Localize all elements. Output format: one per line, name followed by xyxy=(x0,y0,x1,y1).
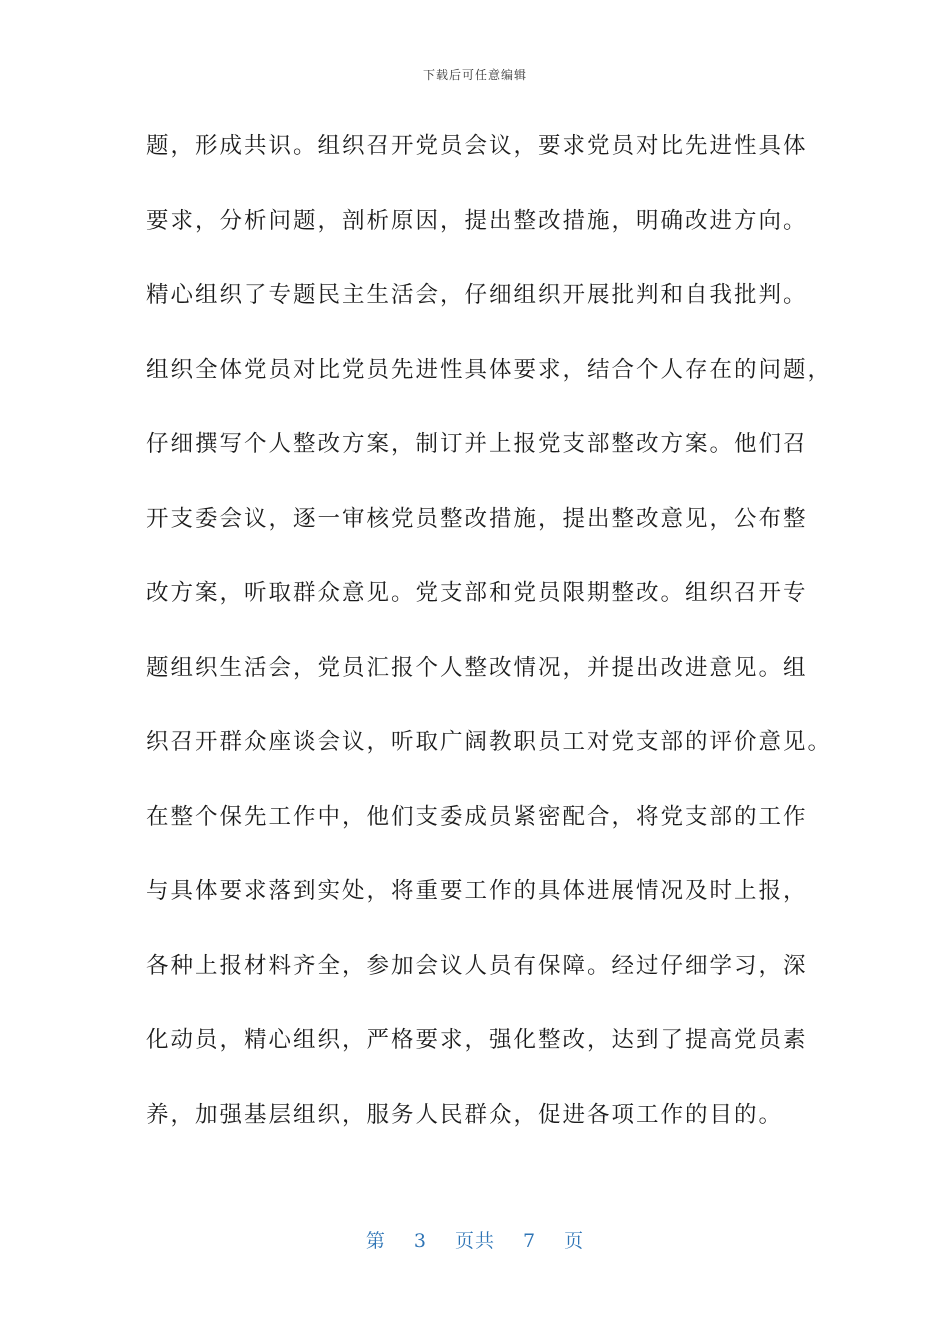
text-line: 要求，分析问题，剖析原因，提出整改措施，明确改进方向。 xyxy=(146,207,808,234)
text-line: 织召开群众座谈会议，听取广阔教职员工对党支部的评价意见。 xyxy=(146,729,833,755)
page-number-footer xyxy=(0,1226,950,1253)
text-line: 精心组织了专题民主生活会，仔细组织开展批判和自我批判。 xyxy=(146,282,808,308)
text-line: 改方案，听取群众意见。党支部和党员限期整改。组织召开专 xyxy=(146,580,808,606)
text-line: 仔细撰写个人整改方案，制订并上报党支部整改方案。他们召 xyxy=(146,431,808,457)
text-line: 开支委会议，逐一审核党员整改措施，提出整改意见，公布整 xyxy=(146,505,808,532)
page-footer-middle: 页共 xyxy=(454,1230,495,1252)
text-line: 组织全体党员对比党员先进性具体要求，结合个人存在的问题， xyxy=(146,356,833,383)
page-footer-suffix: 页 xyxy=(564,1230,585,1252)
text-line: 与具体要求落到实处，将重要工作的具体进展情况及时上报， xyxy=(146,878,808,904)
document-body xyxy=(146,124,833,1167)
text-line: 题，形成共识。组织召开党员会议，要求党员对比先进性具体 xyxy=(146,133,808,159)
text-line: 各种上报材料齐全，参加会议人员有保障。经过仔细学习，深 xyxy=(146,952,808,979)
text-line: 在整个保先工作中，他们支委成员紧密配合，将党支部的工作 xyxy=(146,803,808,830)
page-footer-prefix: 第 xyxy=(365,1230,386,1252)
text-line: 养，加强基层组织，服务人民群众，促进各项工作的目的。 xyxy=(146,1101,784,1128)
total-pages-number: 7 xyxy=(523,1230,537,1252)
current-page-number: 3 xyxy=(413,1230,427,1252)
page-header: 下载后可任意编辑 xyxy=(422,68,527,82)
text-line: 题组织生活会，党员汇报个人整改情况，并提出改进意见。组 xyxy=(146,654,808,681)
text-line: 化动员，精心组织，严格要求，强化整改，达到了提高党员素 xyxy=(146,1027,808,1053)
